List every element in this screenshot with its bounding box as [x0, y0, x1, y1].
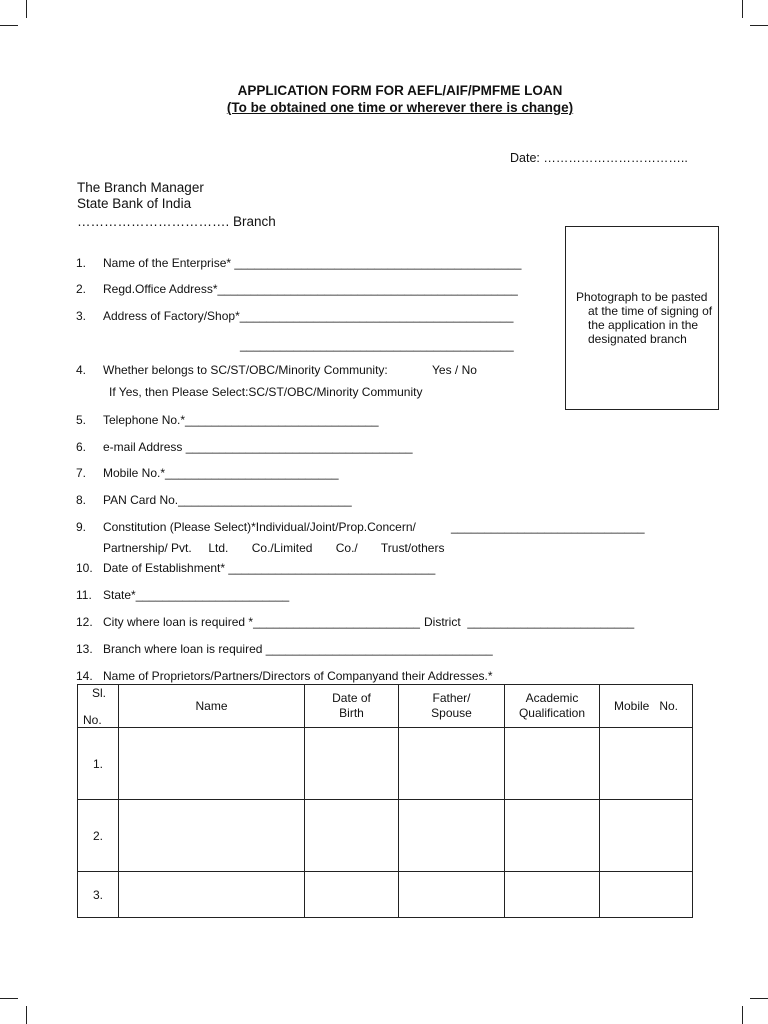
col-header-academic-line-2: Qualification — [518, 706, 586, 720]
field-4-num: 4. — [76, 363, 87, 377]
field-14-num: 14. — [76, 669, 93, 683]
factory-address-field-line-2[interactable]: _________________________________________ — [240, 338, 514, 352]
academic-cell[interactable] — [505, 728, 600, 800]
col-header-sl-no — [78, 685, 119, 728]
dob-cell[interactable] — [305, 872, 399, 918]
father-spouse-cell[interactable] — [399, 800, 505, 872]
crop-mark-br-v — [742, 1006, 743, 1024]
branch-field[interactable]: Branch where loan is required __________________________________ — [103, 642, 493, 656]
col-header-name: Name — [119, 685, 305, 728]
col-header-father-spouse — [399, 685, 505, 728]
col-header-sl: Sl. — [92, 686, 107, 700]
col-header-no: No. — [83, 713, 102, 727]
crop-mark-tl-h — [0, 25, 18, 26]
proprietors-heading: Name of Proprietors/Partners/Directors of Companyand their Addresses.* — [103, 669, 493, 683]
mobile-cell[interactable] — [600, 872, 693, 918]
dob-cell[interactable] — [305, 800, 399, 872]
photograph-box — [565, 226, 719, 410]
col-header-father-line-2: Spouse — [431, 706, 472, 720]
city-field[interactable]: City where loan is required *_________________________ — [103, 615, 420, 629]
photograph-instructions — [576, 290, 712, 346]
regd-office-address-field[interactable]: Regd.Office Address*_____________________________________________ — [103, 282, 518, 296]
name-cell[interactable] — [119, 872, 305, 918]
father-spouse-cell[interactable] — [399, 872, 505, 918]
state-field[interactable]: State*_______________________ — [103, 588, 290, 602]
field-7-num: 7. — [76, 466, 87, 480]
name-cell[interactable] — [119, 728, 305, 800]
col-header-dob-line-2: Birth — [339, 706, 364, 720]
establishment-date-field[interactable]: Date of Establishment* _______________________________ — [103, 561, 436, 575]
table-row — [78, 728, 693, 800]
dob-cell[interactable] — [305, 728, 399, 800]
field-10-num: 10. — [76, 561, 93, 575]
table-row — [78, 800, 693, 872]
field-11-num: 11. — [76, 588, 92, 602]
academic-cell[interactable] — [505, 800, 600, 872]
form-subtitle: (To be obtained one time or wherever there is change) — [226, 100, 574, 115]
field-8-num: 8. — [76, 493, 87, 507]
district-field[interactable]: District _________________________ — [424, 615, 635, 629]
field-12-num: 12. — [76, 615, 93, 629]
field-3-num: 3. — [76, 309, 87, 323]
mobile-field[interactable]: Mobile No.*__________________________ — [103, 466, 339, 480]
community-question: Whether belongs to SC/ST/OBC/Minority Community: — [103, 363, 388, 377]
col-header-academic-line-1: Academic — [525, 691, 579, 705]
pan-card-field[interactable]: PAN Card No.__________________________ — [103, 493, 352, 507]
table-header-row — [78, 685, 693, 728]
mobile-cell[interactable] — [600, 800, 693, 872]
crop-mark-tl-v — [26, 0, 27, 18]
crop-mark-tr-v — [742, 0, 743, 18]
col-header-academic — [505, 685, 600, 728]
form-title: APPLICATION FORM FOR AEFL/AIF/PMFME LOAN — [237, 83, 563, 98]
addressee-line-2: State Bank of India — [77, 196, 192, 211]
field-13-num: 13. — [76, 642, 93, 656]
photo-text-line-2: at the time of signing of — [588, 304, 713, 318]
row-number: 1. — [78, 728, 119, 800]
mobile-cell[interactable] — [600, 728, 693, 800]
factory-address-field[interactable]: Address of Factory/Shop*_________________________________________ — [103, 309, 514, 323]
field-1-num: 1. — [76, 256, 87, 270]
name-cell[interactable] — [119, 800, 305, 872]
constitution-options[interactable]: Partnership/ Pvt. Ltd. Co./Limited Co./ Trust/others — [103, 541, 445, 555]
crop-mark-bl-h — [0, 998, 18, 999]
field-5-num: 5. — [76, 413, 87, 427]
addressee-line-1: The Branch Manager — [77, 180, 204, 195]
col-header-dob — [305, 685, 399, 728]
photo-text-line-1: Photograph to be pasted — [576, 290, 708, 304]
crop-mark-br-h — [750, 998, 768, 999]
academic-cell[interactable] — [505, 872, 600, 918]
father-spouse-cell[interactable] — [399, 728, 505, 800]
row-number: 3. — [78, 872, 119, 918]
row-number: 2. — [78, 800, 119, 872]
crop-mark-tr-h — [750, 25, 768, 26]
date-field: Date: …………………………….. — [510, 151, 688, 165]
addressee-branch: ……………………………. Branch — [77, 214, 276, 229]
photo-text-line-4: designated branch — [588, 332, 687, 346]
field-6-num: 6. — [76, 440, 87, 454]
col-header-dob-line-1: Date of — [332, 691, 371, 705]
community-select[interactable]: If Yes, then Please Select:SC/ST/OBC/Minority Community — [109, 385, 423, 399]
email-field[interactable]: e-mail Address __________________________________ — [103, 440, 413, 454]
table-row — [78, 872, 693, 918]
enterprise-name-field[interactable]: Name of the Enterprise* ___________________________________________ — [103, 256, 522, 270]
col-header-mobile: Mobile No. — [600, 685, 693, 728]
field-9-num: 9. — [76, 520, 87, 534]
community-yes-no[interactable]: Yes / No — [432, 363, 477, 377]
crop-mark-bl-v — [26, 1006, 27, 1024]
constitution-blank[interactable]: _____________________________ — [451, 520, 645, 534]
telephone-field[interactable]: Telephone No.*_____________________________ — [103, 413, 379, 427]
proprietors-table — [77, 684, 693, 918]
field-2-num: 2. — [76, 282, 87, 296]
photo-text-line-3: the application in the — [588, 318, 699, 332]
constitution-select[interactable]: Constitution (Please Select)*Individual/Joint/Prop.Concern/ — [103, 520, 416, 534]
col-header-father-line-1: Father/ — [432, 691, 471, 705]
